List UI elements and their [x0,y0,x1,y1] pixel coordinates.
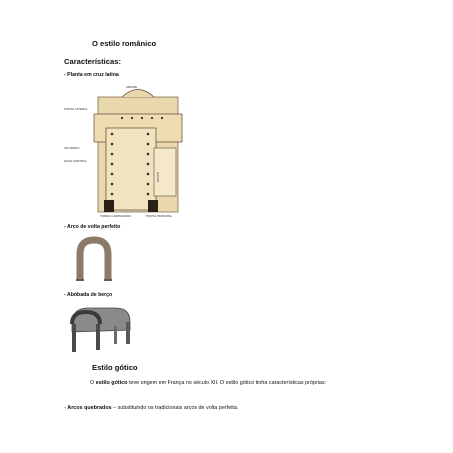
label-nave-central: NAVE CENTRAL [64,159,87,163]
label-porta-principal: PORTA PRINCIPAL [146,214,173,218]
paragraph-text-c: teve origem em França no século XII. O estilo gótico tinha características próprias: [127,380,327,386]
page-title: O estilo românico [92,39,157,48]
paragraph-text-a: O [90,380,96,386]
bullet-round-arch: - Arco de volta perfeito [64,224,121,230]
label-porta-lateral: PORTA LATERAL [64,107,88,111]
bullet-dash: - [64,405,68,411]
gothic-paragraph [64,379,390,387]
paragraph-bold-gothic: estilo gótico [95,380,128,386]
label-cruzeiro: CRUZEIRO [64,146,80,150]
bullet-barrel-vault: - Abóbada de berço [64,292,113,298]
bullet-bold-arches: Arcos quebrados [67,405,112,411]
bullet-text-rest: – substituindo os tradicionais arcos de volta perfeita. [111,405,239,411]
characteristics-heading: Características: [64,57,121,66]
gothic-bullet-arches [64,405,390,411]
label-side: GAFRE [156,172,160,183]
bullet-latin-cross: - Planta em cruz latina [64,72,119,78]
round-arch-image [70,236,120,282]
label-abside: ABSIDE [126,85,138,89]
barrel-vault-image [66,302,136,354]
latin-cross-plan-image [60,82,190,218]
gothic-heading: Estilo gótico [92,363,138,372]
label-torre-campanario: TORRE CAMPANÁRIO [100,214,132,218]
